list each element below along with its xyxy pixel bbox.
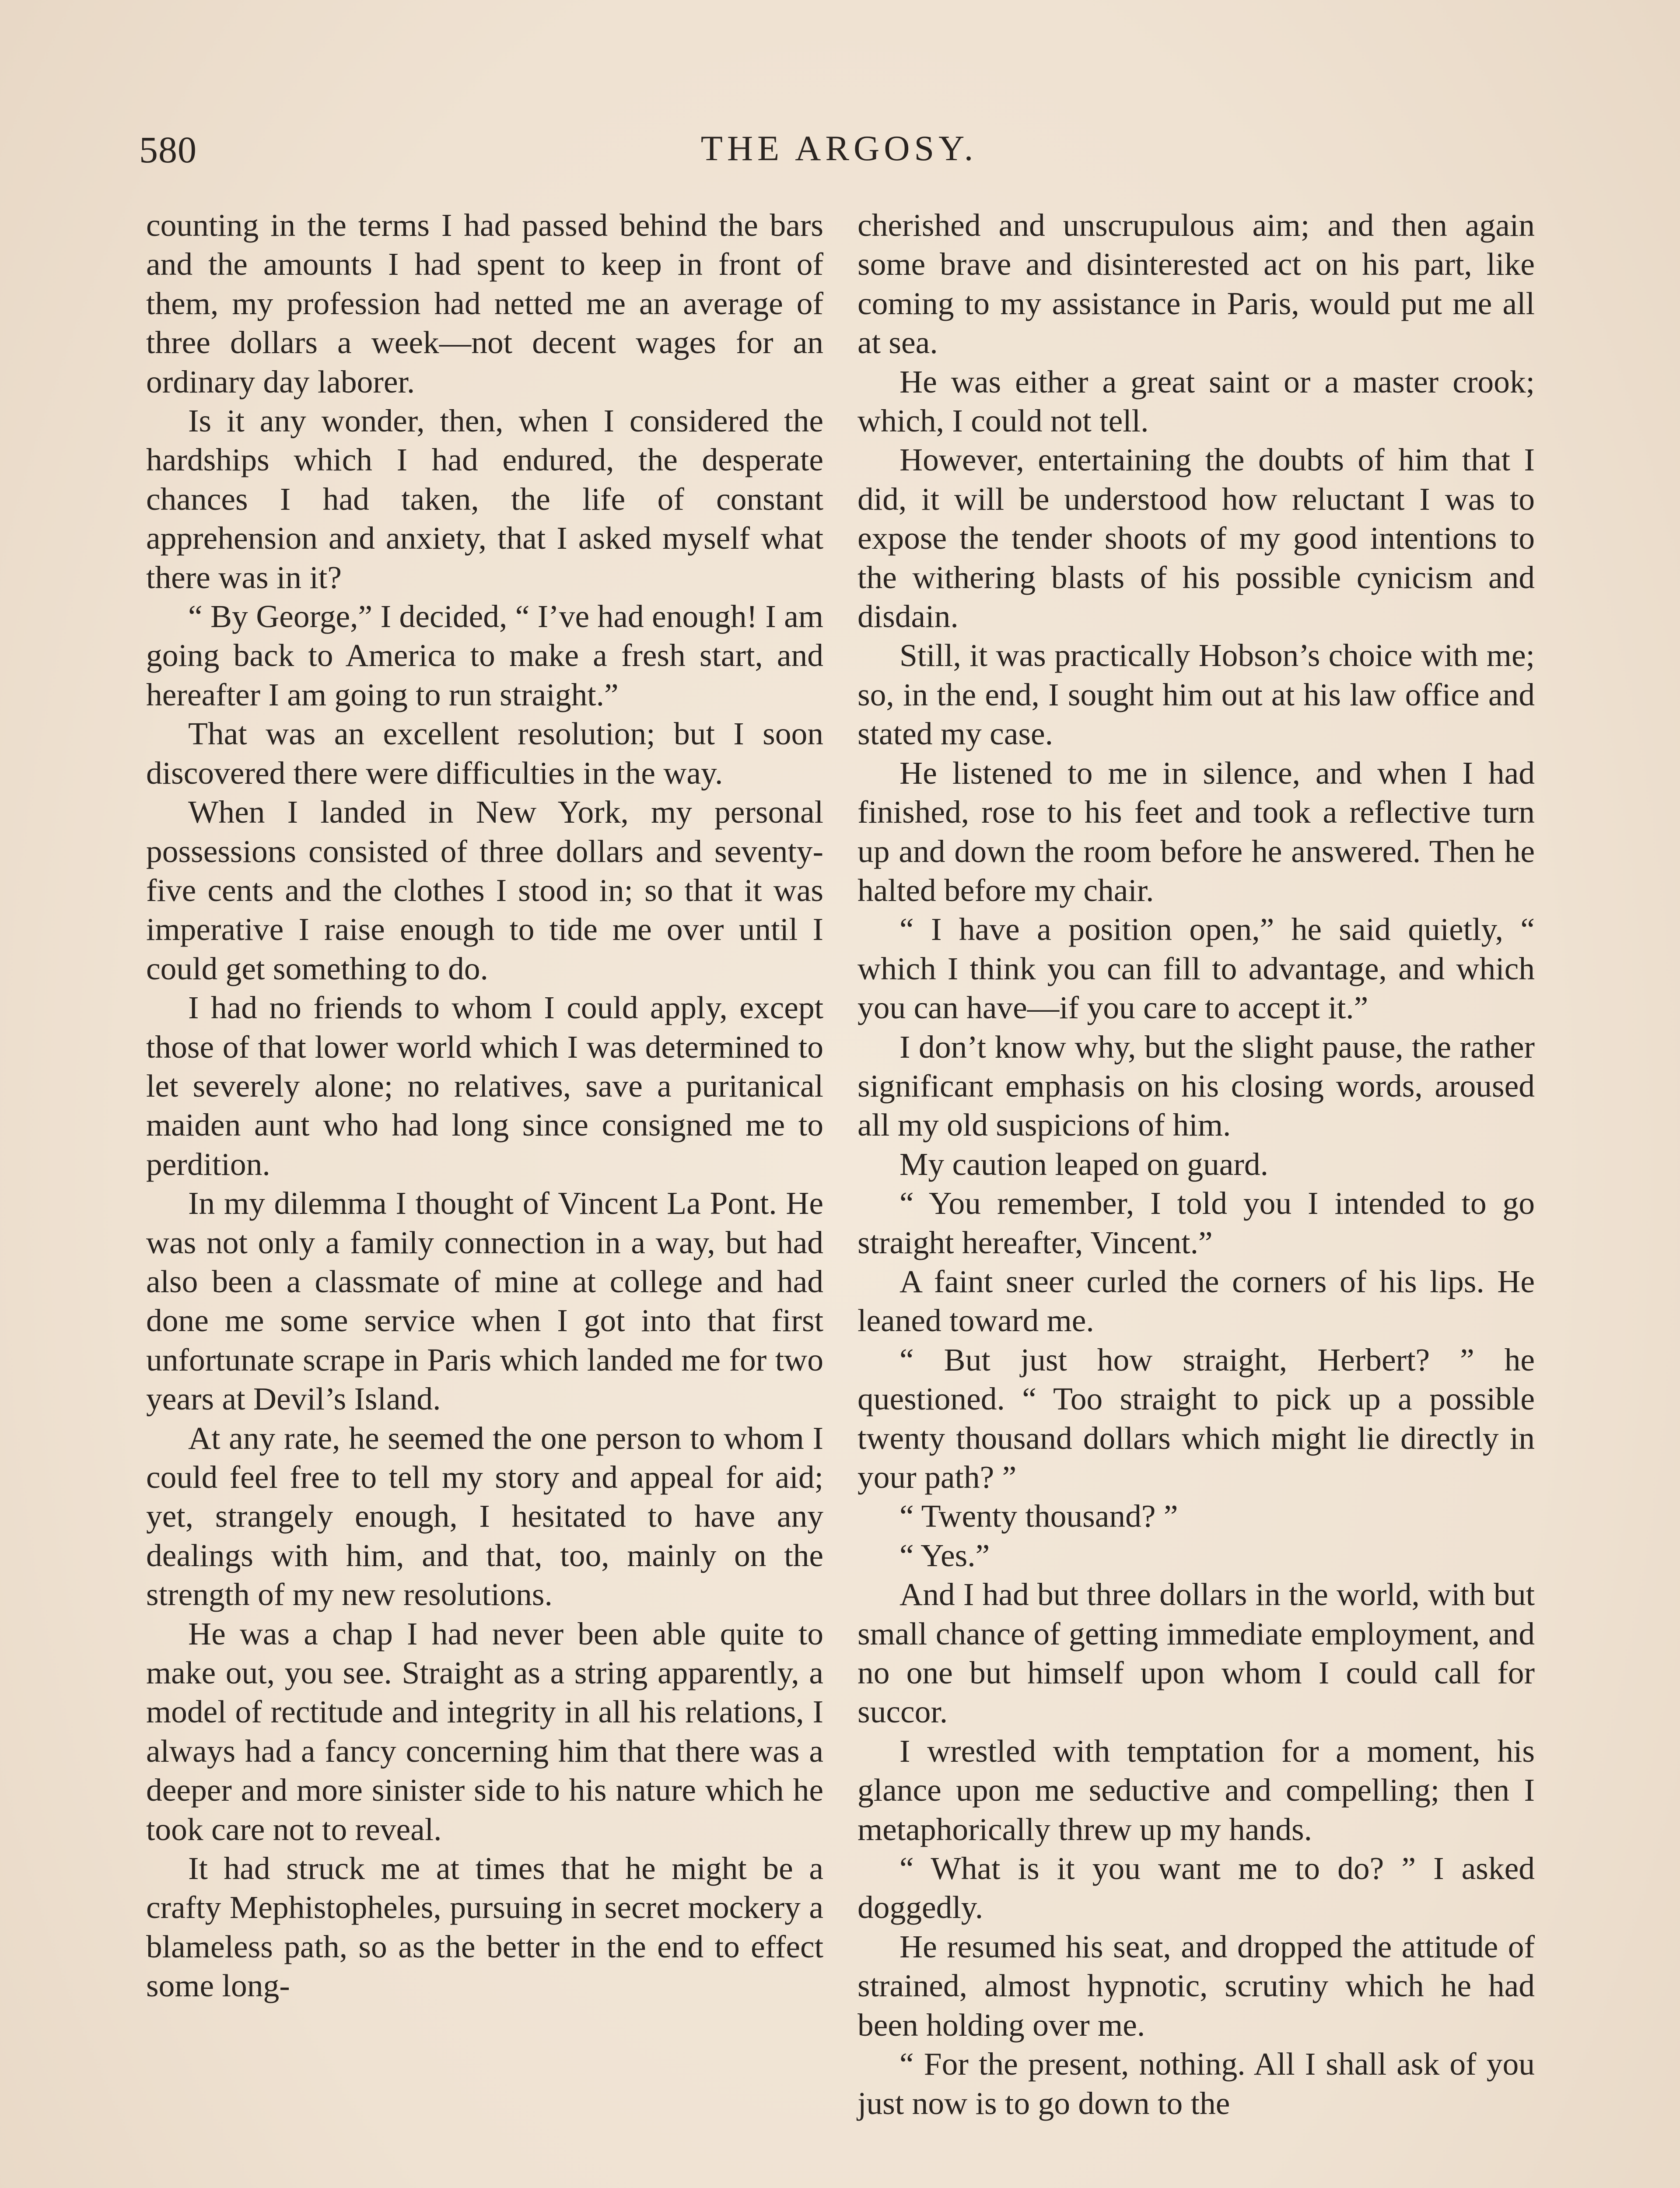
paragraph: That was an excellent resolution; but I soon discovered there were difficulties in the way. (146, 716, 823, 791)
paragraph: “ But just how straight, Herbert? ” he questioned. “ Too straight to pick up a possible twenty thousand dollars which might lie directly in your path? ” (858, 1342, 1535, 1495)
paragraph: It had struck me at times that he might be a crafty Mephistopheles, pursuing in secret mockery a blameless path, so as the better in the end to effect some long- (146, 1851, 823, 2004)
paragraph: He resumed his seat, and dropped the attitude of strained, almost hypnotic, scrutiny which he had been holding over me. (858, 1929, 1535, 2043)
right-column (858, 206, 1535, 2123)
paragraph: At any rate, he seemed the one person to whom I could feel free to tell my story and appeal for aid; yet, strangely enough, I hesitated to have any dealings with him, and that, too, mainly on the strength of my new resolutions. (146, 1420, 823, 1613)
paragraph: Is it any wonder, then, when I considered the hardships which I had endured, the desperate chances I had taken, the life of constant apprehension and anxiety, that I asked myself what there was in it? (146, 403, 823, 595)
paragraph: cherished and unscrupulous aim; and then again some brave and disinterested act on his part, like coming to my assistance in Paris, would put me all at sea. (858, 207, 1535, 361)
paragraph: My caution leaped on guard. (900, 1146, 1268, 1182)
paragraph: I wrestled with temptation for a moment, his glance upon me seductive and compelling; then I metaphorically threw up my hands. (858, 1733, 1535, 1847)
paragraph: Still, it was practically Hobson’s choice with me; so, in the end, I sought him out at his law office and stated my case. (858, 638, 1535, 752)
paragraph: “ You remember, I told you I intended to go straight hereafter, Vincent.” (858, 1185, 1535, 1260)
paragraph: “ What is it you want me to do? ” I asked doggedly. (858, 1851, 1535, 1925)
paragraph: A faint sneer curled the corners of his lips. He leaned toward me. (858, 1263, 1535, 1339)
paragraph: He was a chap I had never been able quite to make out, you see. Straight as a string apparently, a model of rectitude and integrity in all his relations, I always had a fancy concerning him that there was a deeper and more sinister side to his nature which he took care not to reveal. (146, 1616, 823, 1847)
page-header (139, 128, 1539, 180)
left-column (146, 206, 823, 2006)
paragraph: “ By George,” I decided, “ I’ve had enough! I am going back to America to make a fresh start, and hereafter I am going to run straight.” (146, 599, 823, 712)
paragraph: “ I have a position open,” he said quietly, “ which I think you can fill to advantage, and which you can have—if you care to accept it.” (858, 912, 1535, 1026)
paragraph: I don’t know why, but the slight pause, the rather significant emphasis on his closing words, aroused all my old suspicions of him. (858, 1029, 1535, 1143)
paragraph: When I landed in New York, my personal possessions consisted of three dollars and seventy-five cents and the clothes I stood in; so that it was imperative I raise enough to tide me over until I could get something to do. (146, 794, 823, 986)
paragraph: “ For the present, nothing. All I shall ask of you just now is to go down to the (858, 2046, 1535, 2121)
running-title: THE ARGOSY. (700, 128, 978, 168)
paragraph: In my dilemma I thought of Vincent La Pont. He was not only a family connection in a way, but had also been a classmate of mine at college and had done me some service when I got into that first unfortunate scrape in Paris which landed me for two years at Devil’s Island. (146, 1185, 823, 1417)
paragraph: counting in the terms I had passed behind the bars and the amounts I had spent to keep in front of them, my profession had netted me an average of three dollars a week—not decent wages for an ordinary day laborer. (146, 207, 823, 400)
paragraph: “ Twenty thousand? ” (900, 1498, 1178, 1534)
paragraph: He listened to me in silence, and when I had finished, rose to his feet and took a reflective turn up and down the room before he answered. Then he halted before my chair. (858, 755, 1535, 908)
paragraph: I had no friends to whom I could apply, except those of that lower world which I was determined to let severely alone; no relatives, save a puritanical maiden aunt who had long since consigned me to perdition. (146, 990, 823, 1182)
paragraph: “ Yes.” (900, 1537, 990, 1573)
page-number: 580 (139, 129, 197, 171)
paragraph: However, entertaining the doubts of him that I did, it will be understood how reluctant I was to expose the tender shoots of my good intentions to the withering blasts of his possible cynicism and disdain. (858, 442, 1535, 635)
paragraph: And I had but three dollars in the world, with but small chance of getting immediate employment, and no one but himself upon whom I could call for succor. (858, 1577, 1535, 1730)
paragraph: He was either a great saint or a master crook; which, I could not tell. (858, 364, 1535, 439)
